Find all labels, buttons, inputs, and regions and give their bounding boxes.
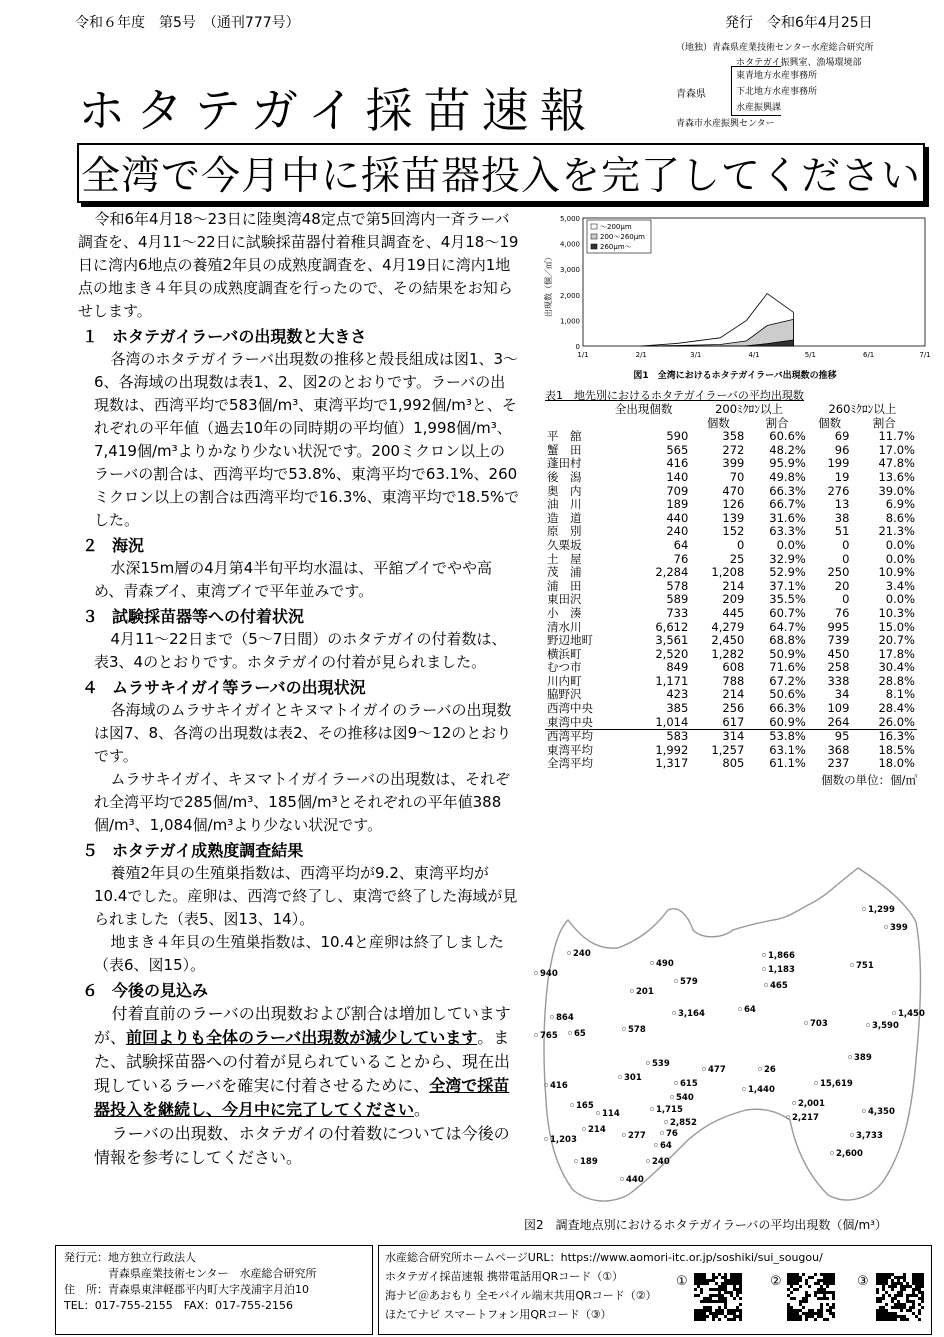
station-label: 2,001	[798, 1099, 825, 1109]
station-label: 3,164	[678, 1009, 705, 1019]
station-marker	[596, 1111, 599, 1114]
table-row: 原 別 240 152 63.3% 51 21.3%	[547, 524, 915, 539]
station-marker	[622, 1133, 625, 1136]
section-4-heading: ４ ムラサキイガイ等ラーバの出現状況	[82, 678, 366, 697]
station-marker	[848, 1055, 851, 1058]
col-200: 200ﾐｸﾛﾝ以上	[715, 402, 784, 416]
station-marker	[582, 1127, 585, 1130]
station-marker	[762, 967, 765, 970]
station-marker	[738, 1007, 741, 1010]
station-marker	[670, 1095, 673, 1098]
station-label: 1,183	[768, 965, 795, 975]
section-3-text: 4月11～22日まで（5～7日間）のホタテガイの付着数は、表3、4のとおりです。ホタテガイの付着が見られました。	[94, 630, 507, 671]
x-tick-label: 4/1	[748, 351, 760, 359]
section-6-text-2: ラーバの出現数、ホタテガイの付着数については今後の情報を参考にしてください。	[94, 1124, 510, 1167]
qr-1-number: ①	[676, 1274, 688, 1289]
table-row: 清水川 6,612 4,279 64.7% 995 15.0%	[547, 619, 915, 634]
station-label: 201	[636, 987, 654, 997]
station-marker	[850, 1133, 853, 1136]
col-total: 全出現個数	[614, 402, 673, 416]
table-row: 蓬田村 416 399 95.9% 199 47.8%	[547, 456, 915, 471]
station-label: 277	[628, 1131, 646, 1141]
station-marker	[664, 1120, 667, 1123]
x-tick-label: 6/1	[862, 351, 875, 359]
station-marker	[618, 1075, 621, 1078]
section-4-text-2: ムラサキイガイ、キヌマトイガイラーバの出現数は、それぞれ全湾平均で285個/m³、185個/m³とそれぞれの平年値388個/m³、1,084個/m³より少ない状況です。	[94, 770, 511, 834]
legend-swatch	[591, 224, 597, 229]
table-row: 川内町 1,171 788 67.2% 338 28.8%	[547, 673, 915, 688]
table-row: 茂 浦 2,284 1,208 52.9% 250 10.9%	[547, 565, 915, 580]
qr-3-label: ほたてナビ スマートフォン用QRコード（③）	[385, 1308, 612, 1321]
table-row: 土 屋 76 25 32.9% 0 0.0%	[547, 551, 915, 566]
col-260: 260ﾐｸﾛﾝ以上	[828, 402, 897, 416]
table-row: 小 湊 733 445 60.7% 76 10.3%	[547, 605, 915, 620]
table-row: 蟹 田 565 272 48.2% 96 17.0%	[547, 442, 915, 457]
publisher-address: 住 所：青森県東津軽郡平内町大字茂浦字月泊10	[64, 1283, 309, 1296]
station-marker	[544, 1137, 547, 1140]
station-marker	[568, 1031, 571, 1034]
x-tick-label: 2/1	[635, 351, 647, 359]
links-box	[378, 1245, 932, 1335]
qr-2-label: 海ナビ＠あおもり 全モバイル端末共用QRコード（②）	[385, 1289, 657, 1302]
station-marker	[758, 1067, 761, 1070]
station-marker	[550, 1015, 553, 1018]
qr-code-1[interactable]	[694, 1273, 742, 1321]
station-marker	[862, 1109, 865, 1112]
table-row: むつ市 849 608 71.6% 258 30.4%	[547, 660, 915, 675]
section-1-text: 各湾のホタテガイラーバ出現数の推移と殻長組成は図1、3～6、各海域の出現数は表1、2、図2のとおりです。ラーバの出現数は、西湾平均で583個/m³、東湾平均で1,992個/m³と、それぞれの平年値（過去10年の同時期の平均値）1,998個/m³、7,419個/m³よりかなり少ない状況です。200ミクロン以上のラーバの割合は、西湾平均で53.8%、東湾平均で63.1%、260ミクロン以上の割合は西湾平均で16.3%、東湾平均で18.5%でした。	[94, 350, 520, 529]
station-marker	[646, 1061, 649, 1064]
section-4-text-1: 各海域のムラサキイガイとキヌマトイガイのラーバの出現数は図7、8、各湾の出現数は表2、その推移は図9～12のとおりです。	[94, 701, 512, 765]
coastline	[544, 868, 921, 1201]
station-marker	[567, 951, 570, 954]
station-label: 2,852	[670, 1118, 697, 1128]
legend-label: ～200μm	[600, 223, 632, 231]
section-5-text-1: 養殖2年貝の生殖巣指数は、西湾平均が9.2、東湾平均が10.4でした。産卵は、西湾で終了し、東湾で終了した海域が見られました（表5、図13、14）。	[94, 864, 518, 928]
table-row: 西湾中央 385 256 66.3% 109 28.4%	[547, 701, 915, 716]
station-marker	[650, 961, 653, 964]
section-3-heading: ３ 試験採苗器等への付着状況	[82, 607, 305, 626]
org-prefecture: 青森県	[676, 89, 706, 100]
station-marker	[742, 1087, 745, 1090]
org-city-center: 青森市水産振興センター	[676, 119, 775, 129]
station-label: 765	[540, 1031, 558, 1041]
col-ratio: 割合	[765, 415, 789, 430]
y-tick-label: 3,000	[559, 266, 580, 275]
station-label: 615	[680, 1079, 698, 1089]
station-marker	[646, 1159, 649, 1162]
station-label: 1,203	[550, 1135, 577, 1145]
station-marker	[862, 907, 865, 910]
station-label: 15,619	[820, 1079, 853, 1089]
section-2-heading: ２ 海況	[82, 536, 145, 555]
station-label: 65	[574, 1029, 586, 1039]
qr-code-3[interactable]	[876, 1273, 924, 1321]
masthead-title: ホタテガイ採苗速報	[78, 84, 598, 139]
table-row: 後 潟 140 70 49.8% 19 13.6%	[547, 469, 915, 484]
table-row: 油 川 189 126 66.7% 13 6.9%	[547, 497, 915, 512]
table-row: 脇野沢 423 214 50.6% 34 8.1%	[547, 687, 915, 702]
section-6-heading: ６ 今後の見込み	[82, 981, 209, 1000]
bay-map	[528, 860, 938, 1212]
station-label: 1,450	[898, 1009, 925, 1019]
table-row: 全湾平均 1,317 805 61.1% 237 18.0%	[547, 756, 915, 771]
table-caption: 表1 地先別におけるホタテガイラーバの平均出現数	[545, 389, 804, 402]
station-label: 477	[708, 1065, 726, 1075]
org-fisheries-division: 水産振興課	[736, 103, 782, 113]
y-tick-label: 2,000	[559, 291, 580, 300]
station-label: 539	[652, 1059, 670, 1069]
station-marker	[792, 1101, 795, 1104]
station-label: 465	[770, 981, 788, 991]
emphasis-decrease: 前回よりも全体のラーバ出現数が減少しています	[126, 1028, 478, 1047]
station-label: 703	[810, 1019, 828, 1029]
station-label: 389	[854, 1053, 872, 1063]
station-label: 240	[573, 949, 591, 959]
emphasis-action: 全湾で採苗器投入を継続し、今月中に完了してください	[94, 1076, 510, 1119]
x-tick-label: 7/1	[919, 351, 931, 359]
station-marker	[884, 925, 887, 928]
station-label: 114	[602, 1109, 620, 1119]
station-label: 540	[676, 1093, 694, 1103]
chart-title: 図1 全湾におけるホタテガイラーバ出現数の推移	[633, 371, 837, 381]
table-unit: 個数の単位：個/㎥	[821, 773, 917, 788]
station-marker	[814, 1081, 817, 1084]
y-tick-label: 5,000	[559, 215, 580, 223]
station-label: 440	[626, 1175, 644, 1185]
table-row: 奥 内 709 470 66.3% 276 39.0%	[547, 483, 915, 498]
station-label: 3,733	[856, 1131, 883, 1141]
station-label: 2,217	[792, 1113, 819, 1123]
table-row: 造 道 440 139 31.6% 38 8.6%	[547, 510, 915, 525]
station-marker	[654, 1143, 657, 1146]
station-label: 64	[744, 1005, 756, 1015]
col-count: 個数	[706, 415, 730, 430]
station-label: 1,299	[868, 905, 895, 915]
station-label: 399	[890, 923, 908, 933]
station-label: 64	[660, 1141, 672, 1151]
station-marker	[762, 953, 765, 956]
station-label: 416	[550, 1081, 568, 1091]
map-caption: 図2 調査地点別におけるホタテガイラーバの平均出現数（個/m³）	[524, 1218, 887, 1232]
legend-label: 260μm～	[600, 243, 632, 251]
org-east-office: 東青地方水産事務所	[736, 71, 818, 81]
station-marker	[650, 1107, 653, 1110]
station-label: 189	[580, 1157, 598, 1167]
table-row: 浦 田 578 214 37.1% 20 3.4%	[547, 578, 915, 593]
larvae-trend-chart	[545, 210, 935, 385]
larvae-table	[545, 403, 917, 771]
station-label: 4,350	[868, 1107, 895, 1117]
station-label: 3,590	[872, 1021, 899, 1031]
publisher-phone: TEL：017-755-2155 FAX：017-755-2156	[64, 1299, 294, 1312]
col-ratio: 割合	[872, 415, 896, 430]
y-tick-label: 1,000	[559, 317, 580, 326]
station-label: 864	[556, 1013, 574, 1023]
legend-swatch	[591, 234, 597, 239]
table-row: 東湾平均 1,992 1,257 63.1% 368 18.5%	[547, 742, 915, 757]
x-tick-label: 5/1	[804, 351, 817, 359]
article-body	[78, 208, 520, 1170]
section-5-text-2: 地まき４年貝の生殖巣指数は、10.4と産卵は終了しました（表6、図15）。	[94, 933, 504, 974]
station-marker	[622, 1027, 625, 1030]
section-1-heading: １ ホタテガイラーバの出現数と大きさ	[82, 327, 367, 346]
intro-paragraph: 令和6年4月18～23日に陸奥湾48定点で第5回湾内一斉ラーバ調査を、4月11～22日に試験採苗器付着稚貝調査を、4月18～19日に湾内6地点の養殖2年貝の成熟度調査を、4月19日に湾内1地点の地まき４年貝の成熟度調査を行ったので、その結果をお知らせします。	[78, 210, 519, 320]
org-department: ホタテガイ振興室、漁場環境部	[736, 58, 862, 68]
issue-number: 令和６年度 第5号 （通刊777号）	[75, 15, 300, 31]
y-tick-label: 4,000	[559, 240, 580, 249]
station-label: 214	[588, 1125, 606, 1135]
publish-date: 発行 令和6年4月25日	[725, 15, 873, 31]
x-tick-label: 1/1	[577, 351, 589, 359]
qr-code-2[interactable]	[787, 1273, 835, 1321]
station-label: 76	[666, 1129, 678, 1139]
station-label: 1,866	[768, 951, 795, 961]
station-label: 1,715	[656, 1105, 683, 1115]
station-marker	[674, 979, 677, 982]
station-label: 751	[856, 961, 874, 971]
table-row: 平 舘 590 358 60.6% 69 11.7%	[547, 429, 915, 444]
station-marker	[764, 983, 767, 986]
table-row: 横浜町 2,520 1,282 50.9% 450 17.8%	[547, 646, 915, 661]
qr-1-label: ホタテガイ採苗速報 携帯電話用QRコード（①）	[385, 1270, 624, 1283]
station-marker	[702, 1067, 705, 1070]
station-marker	[534, 971, 537, 974]
table-1	[545, 387, 917, 788]
station-marker	[850, 963, 853, 966]
publisher-box	[55, 1245, 373, 1335]
publisher-label: 発行元：地方独立行政法人	[64, 1251, 196, 1264]
station-label: 578	[628, 1025, 646, 1035]
station-label: 26	[764, 1065, 776, 1075]
qr-3-number: ③	[857, 1274, 869, 1289]
headline-banner: 全湾で今月中に採苗器投入を完了してください	[77, 143, 925, 203]
y-tick-label: 0	[575, 343, 580, 351]
section-6-text: 付着直前のラーバの出現数および割合は増加していますが、前回よりも全体のラーバ出現数が減少しています。また、試験採苗器への付着が見られていることから、現在出現しているラーバを確実に付着させるために、全湾で採苗器投入を継続し、今月中に完了してください。	[94, 1004, 511, 1119]
x-tick-label: 3/1	[690, 351, 702, 359]
table-row: 東湾中央 1,014 617 60.9% 264 26.0%	[547, 714, 915, 729]
qr-2-number: ②	[770, 1274, 782, 1289]
station-marker	[660, 1131, 663, 1134]
legend-label: 200～260μm	[600, 233, 645, 241]
section-5-heading: ５ ホタテガイ成熟度調査結果	[82, 841, 304, 860]
station-marker	[674, 1081, 677, 1084]
station-label: 240	[652, 1157, 670, 1167]
station-marker	[672, 1011, 675, 1014]
station-marker	[570, 1103, 573, 1106]
station-marker	[630, 989, 633, 992]
station-marker	[574, 1159, 577, 1162]
station-label: 301	[624, 1073, 642, 1083]
station-marker	[534, 1033, 537, 1036]
publisher-org: 青森県産業技術センター 水産総合研究所	[108, 1267, 317, 1280]
table-row: 東田沢 589 209 35.5% 0 0.0%	[547, 592, 915, 607]
station-label: 579	[680, 977, 698, 987]
station-marker	[804, 1021, 807, 1024]
col-count: 個数	[818, 415, 842, 430]
table-row: 久栗坂 64 0 0.0% 0 0.0%	[547, 537, 915, 552]
station-label: 2,600	[836, 1149, 863, 1159]
station-label: 940	[540, 969, 558, 979]
station-marker	[892, 1011, 895, 1014]
section-2-text: 水深15m層の4月第4半旬平均水温は、平舘ブイでやや高め、青森ブイ、東湾ブイで平年並みです。	[94, 559, 492, 600]
table-row: 西湾平均 583 314 53.8% 95 16.3%	[547, 729, 915, 744]
station-label: 490	[656, 959, 674, 969]
homepage-url[interactable]: 水産総合研究所ホームページURL：https://www.aomori-itc.or.jp/soshiki/sui_sougou/	[385, 1251, 823, 1264]
org-research-institute: （地独）青森県産業技術センター水産総合研究所	[676, 43, 874, 53]
station-marker	[866, 1023, 869, 1026]
station-marker	[620, 1177, 623, 1180]
legend-swatch	[591, 244, 597, 249]
station-label: 165	[576, 1101, 594, 1111]
chart-y-label: 出現数（個／㎥）	[544, 253, 553, 317]
table-row: 野辺地町 3,561 2,450 68.8% 739 20.7%	[547, 633, 915, 648]
station-label: 1,440	[748, 1085, 775, 1095]
org-shimokita-office: 下北地方水産事務所	[736, 87, 818, 97]
station-marker	[830, 1151, 833, 1154]
chart-legend	[587, 220, 651, 253]
